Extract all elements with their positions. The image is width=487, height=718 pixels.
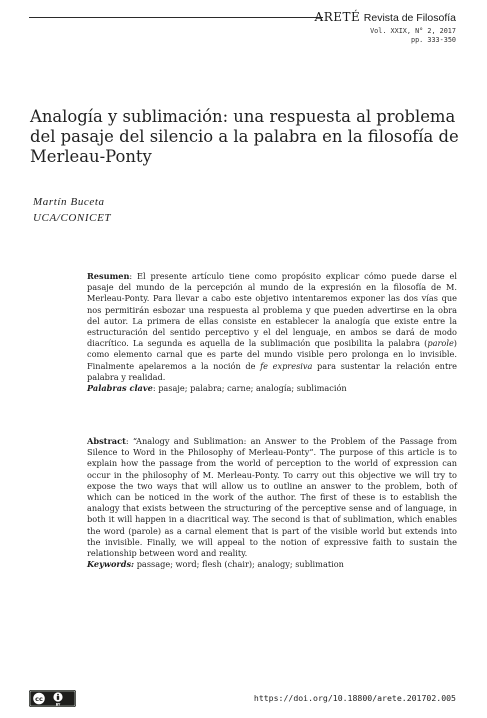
abstract-spanish-text-2: ) como elemento carnal que es parte del mundo visible pero prolonga en lo invisible. Finalmente apelaremos a la noción de <box>87 338 457 371</box>
author-affiliation: UCA/CONICET <box>33 212 112 224</box>
abstract-english <box>87 436 457 570</box>
abstract-english-body <box>87 436 457 559</box>
cc-by-icon[interactable] <box>29 690 76 707</box>
header-rule <box>29 17 323 18</box>
abstract-spanish <box>87 271 457 394</box>
keywords-english <box>87 559 457 570</box>
svg-text:cc: cc <box>35 695 43 703</box>
journal-name: ARETÉ <box>314 10 361 24</box>
keywords-spanish <box>87 383 457 394</box>
doi-link[interactable]: https://doi.org/10.18800/arete.201702.005 <box>253 693 456 703</box>
abstract-spanish-label: Resumen <box>87 271 130 281</box>
keywords-english-label: Keywords: <box>87 559 135 570</box>
abstract-spanish-text: : El presente artículo tiene como propósito explicar cómo puede darse el pasaje del mundo de la percepción al mundo de la expresión en la filosofía de M. Merleau-Ponty. Para llevar a cabo este objetivo intentaremos exponer las dos vías que nos permitirán esbozar una respuesta al problema y que pueden advertirse en la obra del autor. La primera de ellas consiste en establecer la analogía que existe entre la estructuración del sentido perceptivo y el del lenguaje, en ambos se dará de modo diacrítico. La segunda es aquella de la sublimación que posibilita la palabra ( <box>87 271 457 349</box>
abstract-english-label: Abstract <box>87 436 126 446</box>
volume-info: Vol. XXIX, N° 2, 2017 <box>370 27 456 35</box>
keywords-spanish-label: Palabras clave <box>87 383 153 394</box>
abstract-spanish-fe-expresiva: fe expresiva <box>260 360 313 371</box>
article-title: Analogía y sublimación: una respuesta al problema del pasaje del silencio a la palabra en la filosofía de Merleau-Ponty <box>30 107 459 166</box>
keywords-spanish-list: : pasaje; palabra; carne; analogía; sublimación <box>152 383 347 394</box>
journal-header <box>315 10 456 24</box>
abstract-english-text: : “Analogy and Sublimation: an Answer to the Problem of the Passage from Silence to Word in the Philosophy of Merleau-Ponty”. The purpose of this article is to explain how the passage from the world of perception to the world of expression can occur in the philosophy of M. Merleau-Ponty. To carry out this objective we will try to expose the two ways that will allow us to outline an answer to the problem, both of which can be noticed in the work of the author. The first of these is to establish the analogy that exists between the structuring of the perceptive sense and of language, in both it will happen in a diacritical way. The second is that of sublimation, which enables the word (parole) as a carnal element that is part of the visible world but extends into the invisible. Finally, we will appeal to the notion of expressive faith to sustain the relationship between word and reality. <box>87 436 457 559</box>
journal-subtitle: Revista de Filosofía <box>363 12 456 24</box>
author-name: Martín Buceta <box>33 196 105 208</box>
page-range: pp. 333-350 <box>410 36 456 44</box>
abstract-spanish-body <box>87 271 457 383</box>
cc-by-badge: BY <box>55 702 61 707</box>
abstract-spanish-text-3: para sustentar la relación entre palabra y realidad. <box>87 360 457 382</box>
keywords-english-list: passage; word; flesh (chair); analogy; sublimation <box>134 559 344 570</box>
abstract-spanish-parole: parole <box>427 338 454 349</box>
